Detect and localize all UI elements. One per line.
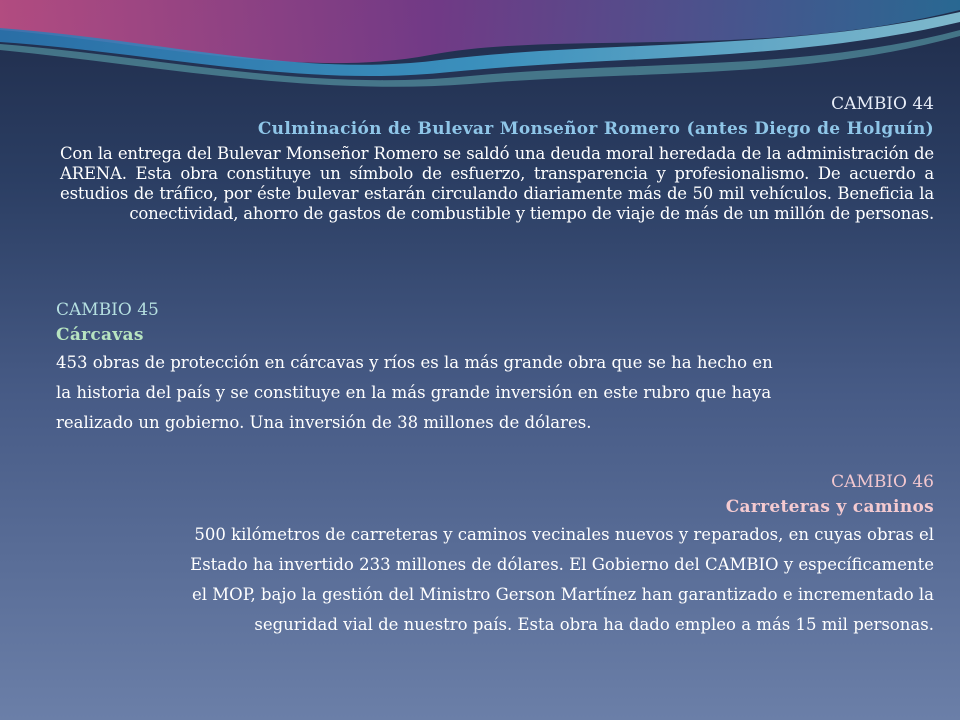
section-body: 453 obras de protección en cárcavas y ríos es la más grande obra que se ha hecho en la historia del país y se constituye en la más grande inversión en este rubro que haya realizado un gobierno. Una inversión de 38 millones de dólares. [56, 353, 773, 432]
section-body: 500 kilómetros de carreteras y caminos vecinales nuevos y reparados, en cuyas obras el Estado ha invertido 233 millones de dólares. El Gobierno del CAMBIO y específicamente el MOP, bajo la gestión del Ministro Gerson Martínez han garantizado e incrementado la seguridad vial de nuestro país. Esta obra ha dado empleo a más 15 mil personas. [190, 525, 934, 634]
section-title: Culminación de Bulevar Monseñor Romero (antes Diego de Holguín) [257, 119, 934, 139]
section-title: Cárcavas [56, 325, 144, 345]
section-cambio-44 [60, 92, 934, 224]
section-title: Carreteras y caminos [725, 497, 934, 517]
section-kicker: CAMBIO 44 [831, 94, 934, 114]
section-cambio-46 [190, 470, 934, 640]
section-body: Con la entrega del Bulevar Monseñor Romero se saldó una deuda moral heredada de la administración de ARENA. Esta obra constituye un símbolo de esfuerzo, transparencia y profesionalismo. De acuerdo a estudios de tráfico, por éste bulevar estarán circulando diariamente más de 50 mil vehículos. Beneficia la conectividad, ahorro de gastos de combustible y tiempo de viaje de más de un millón de personas. [60, 144, 934, 223]
section-kicker: CAMBIO 46 [831, 472, 934, 492]
section-kicker: CAMBIO 45 [56, 300, 159, 320]
section-cambio-45 [56, 298, 776, 438]
